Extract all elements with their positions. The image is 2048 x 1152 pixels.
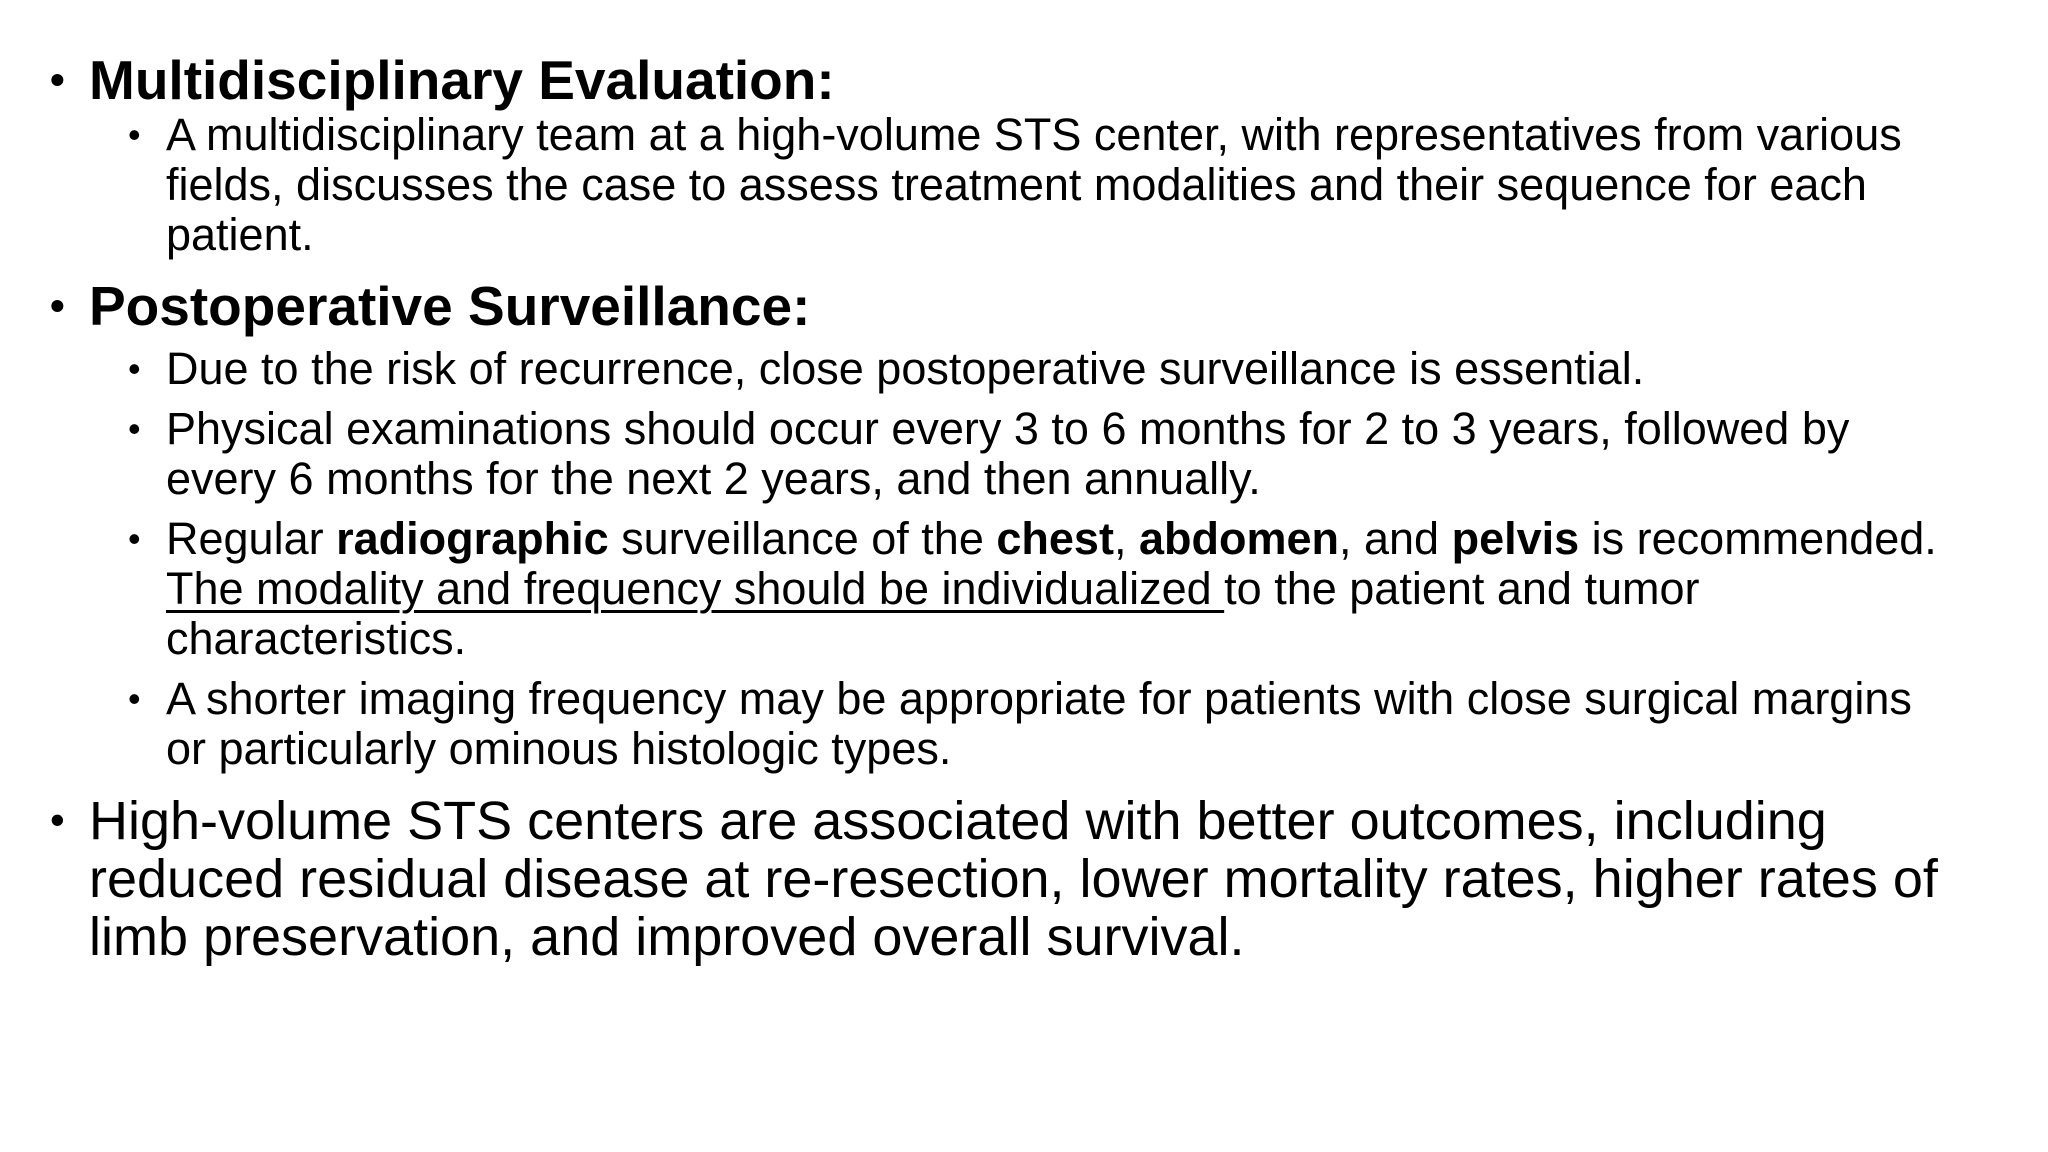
text-run: , and [1338, 513, 1452, 564]
bold-abdomen: abdomen [1138, 513, 1339, 564]
list-item-text: A shorter imaging frequency may be appropriate for patients with close surgical margins or particularly ominous histologic types. [166, 673, 1912, 774]
bullet-icon: • [128, 114, 141, 155]
list-item [126, 110, 1948, 260]
text-run: surveillance of the [608, 513, 997, 564]
list-item-text [166, 513, 1937, 664]
heading-multidisciplinary-evaluation [48, 49, 1948, 111]
bullet-icon: • [128, 518, 141, 559]
bold-pelvis: pelvis [1451, 513, 1580, 564]
list-item-text: Due to the risk of recurrence, close postoperative surveillance is essential. [166, 343, 1645, 394]
list-item [126, 404, 1948, 504]
text-run: is recommended. [1579, 513, 1937, 564]
heading-text: Postoperative Surveillance: [89, 275, 811, 337]
bullet-icon: • [128, 678, 141, 719]
list-item [126, 514, 1948, 664]
paragraph-high-volume-centers [48, 792, 1948, 966]
bullet-icon: • [50, 56, 65, 103]
bold-radiographic: radiographic [336, 513, 609, 564]
heading-text: Multidisciplinary Evaluation: [89, 49, 835, 111]
paragraph-text: High-volume STS centers are associated with better outcomes, including reduced residual disease at re-resection, lower mortality rates, higher rates of limb preservation, and improved overall survival. [89, 791, 1938, 967]
heading-postoperative-surveillance [48, 275, 1948, 337]
list-item-text: A multidisciplinary team at a high-volume STS center, with representatives from various fields, discusses the case to assess treatment modalities and their sequence for each patient. [166, 109, 1902, 260]
bullet-icon: • [50, 796, 65, 843]
underlined-text: The modality and frequency should be individualized [166, 563, 1225, 614]
bullet-icon: • [50, 282, 65, 329]
bullet-icon: • [128, 408, 141, 449]
list-item [126, 344, 1948, 394]
text-run: to the patient and tumor characteristics. [166, 563, 1700, 664]
slide-content [48, 49, 1948, 967]
text-run: , [1113, 513, 1139, 564]
text-run: Regular [166, 513, 337, 564]
list-item [126, 674, 1948, 774]
bold-chest: chest [996, 513, 1114, 564]
list-item-text: Physical examinations should occur every 3 to 6 months for 2 to 3 years, followed by every 6 months for the next 2 years, and then annually. [166, 403, 1850, 504]
bullet-icon: • [128, 348, 141, 389]
